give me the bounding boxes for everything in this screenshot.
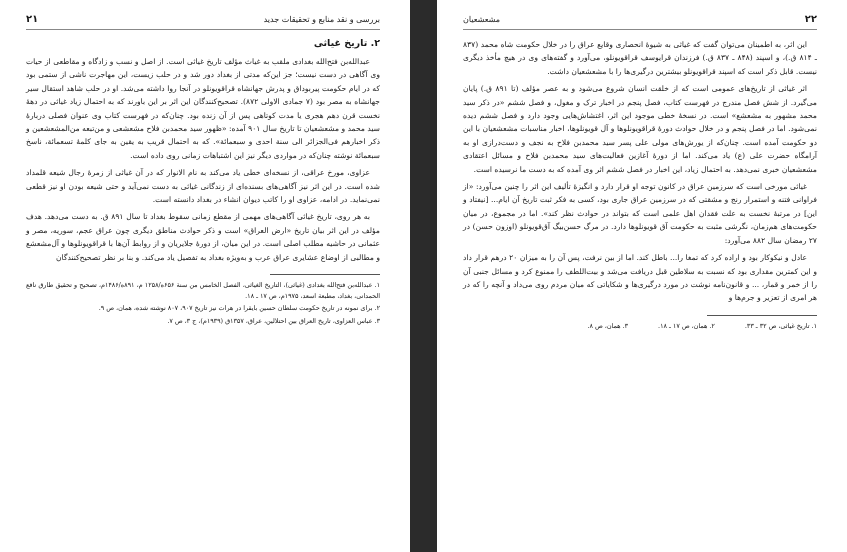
footnote: ۳. عباس العزاوی، تاریخ العراق بین احتلالین، عراق، ۱۳۵۷ق (۱۹۳۹م)، ج ۳، ص ۷.	[167, 316, 380, 325]
book-gutter	[410, 0, 437, 552]
footnote: ۲. برای نمونه در تاریخ حکومت سلطان حسین بایقرا در هرات نیز تاریخ ۹۰۷، ۸۰۷ نوشته شده، همان، ص ۹.	[98, 304, 380, 313]
block-quote: عادل و نیکوکار بود و اراده کرد که تمغا را... باطل کند. اما از بین نرفت، پس آن را به میزان ۲۰ درهم قرار داد و این کمترین مقداری بود که نسبت به سلاطین قبل دریافت می‌شد و بیت‌اللطف را ممنوع کرد و مسائل جنبی آن را از خمر و قمار، ... و قانون‌نامه نوشت در مورد درگیری‌ها و شکایاتی که میان مردم روی می‌داد و آنچه را که در هر امری از تعزیر و جرم‌ها و	[463, 253, 817, 303]
footnote-rule	[270, 274, 380, 275]
body-paragraph: عزاوی، مورخ عراقی، از نسخه‌ای خطی یاد می‌کند به نام الانوار که در آن غیاثی از زمرهٔ رجال شیعه قلمداد شده است. در این اثر نیز آگاهی‌های بسنده‌ای از زندگانی غیاثی به دست نمی‌آید و حتی شیعه بودن او نیز قطعی نمی‌نماید. در ادامه، عزاوی او را کاتب دیوان انشاء در بغداد دانسته است.	[26, 168, 380, 205]
footnote-rule	[707, 315, 817, 316]
running-title: مشعشعیان	[463, 15, 501, 24]
body-paragraph: اثر غیاثی از تاریخ‌های عمومی است که از خلقت انسان شروع می‌شود و به عصر مؤلف (تا ۸۹۱ ق.) پایان می‌گیرد. از شش فصل مندرج در فهرست کتاب، فصل پنجم در اخبار ترک و مغول، و فصل ششم «در ذکر سید محمد مشهور به مشعشع» است. در نسخهٔ خطی موجود این اثر، اغتشاش‌هایی وجود دارد و فصل ششم دیده نمی‌شود. اما در فصل پنجم و در خلال حوادث دورهٔ قراقویونلوها و آل قویونلوها، اخبار مناسبات مشعشعیان با این دو حکومت آمده است. چنان‌که از یورش‌های مولی علی پسر سید محمدبن فلاح به نجف و دست‌درازی او به آرامگاه حضرت علی (ع) یاد می‌کند. اما از دورهٔ آغازین فعالیت‌های سید محمدبن فلاح و مسائل اعتقادی مشعشعیان خبری نمی‌دهد. به احتمال زیاد، این اخبار در فصل ششم اثر وی آمده که به دست ما نرسیده است.	[463, 84, 817, 174]
footnote: ۱. عبدالله‌بن فتح‌الله بغدادی (غیاثی)، التاریخ الغیاثی، الفصل الخامس من سنة ۶۵۶ه/۱۲۵۸ م، ۸۹۱ه/۱۴۸۶م، تصحیح و تحقیق طارق نافع الحمدانی، بغداد، مطبعة اسعد، ۱۹۷۵م، ص ۱۷ ـ ۱۸.	[26, 281, 380, 300]
body-paragraph: غیاثی مورخی است که سرزمین عراق در کانون توجه او قرار دارد و انگیزهٔ تألیف این اثر را چنین می‌آورد: «از فراوانی فتنه و استمرار رنج و مشقتی که در سرزمین عراق جاری بود، کسی به فکر ثبت تاریخ آن ایام... [نیفتاد و این] در مرتبهٔ نخست به علت فقدان اهل علمی است که بتواند در حوادث نظر کند». اما در مجموع، در میان حکومت‌های هم‌زمان، نگرشی مثبت به حکومت آق قویونلوها دارد. در مرگ حسن‌بیگ آق‌قویونلو (اوزون حسن) در ۲۷ رمضان سال ۸۸۲ می‌آورد:	[463, 182, 817, 245]
footnote: ۳. همان، ص ۸.	[587, 321, 629, 330]
body-paragraph: به هر روی، تاریخ غیاثی آگاهی‌های مهمی از مقطع زمانی سقوط بغداد تا سال ۸۹۱ ق. به دست می‌دهد. هدف مؤلف در این اثر بیان تاریخ «ارض العراق» است و ذکر حوادث مناطق دیگری چون عراق عجم، سوریه، مصر و عثمانی در حاشیه مطلب اصلی است. در این میان، از دورهٔ جلایریان و از روابط آن‌ها با قراقویونلوها و آل‌مشعشع و مطالبی از اوضاع عشایری عراق عرب و به‌ویژه بغداد به تفصیل یاد می‌کند. و بنا بر نظر تصحیح‌کنندگان	[26, 212, 380, 262]
footnote: ۲. همان، ص ۱۷ ـ ۱۸.	[658, 321, 715, 330]
right-page	[437, 0, 847, 552]
footnote-row	[463, 321, 817, 331]
body-paragraph: عبدالله‌بن فتح‌الله بغدادی ملقب به غیاث مؤلف تاریخ غیاثی است. از اصل و نسب و زادگاه و مقاطعی از حیات وی آگاهی در دست نیست؛ جز این‌که مدتی از بغداد دور شد و در حلب زیست، این مهاجرت ناشی از ستمی بود که در ایام حکومت پیربوداق و پدرش جهانشاه قراقویونلو در آنجا روا داشته می‌شد. او در حلب شاهد استقال سیر جهانشاه به مصر بود (۷ جمادی الاولی ۸۷۲). تصحیح‌کنندگان این اثر بر این باورند که به احتمال زیاد غیاثی در دههٔ نخست قرن دهم هجری یا مدت کوتاهی پس از آن زنده بود. چنان‌که در فهرست کتاب وی عنوان فصلی دربارهٔ سید محمد و مشعشعیان تا تاریخ سال ۹۰۱ آمده: «ظهور سید محمدبن فلاح مشعشعی و من‌تبعه من‌المشعشعین و ذکر اخبارهم فی‌الجزائر الی سنة احدی و سبعمائة». که به احتمال قریب به یقین به جای کلمهٔ تسعمائة، ناسخ سبعمائة نوشته چنان‌که در مواردی دیگر نیز این اشتباهات زمانی روی داده است.	[26, 57, 381, 160]
left-page	[0, 0, 410, 552]
body-paragraph: این اثر، به اطمینان می‌توان گفت که غیاثی به شیوهٔ انحصاری وقایع عراق را در خلال حکومت شاه محمد (۸۳۷ ـ ۸۱۴ ق.)، و اسپند (۸۴۸ ـ ۸۳۷ ق.) فرزندان قرایوسف قراقویونلو، می‌آورد و گفته‌های وی در هیچ مأخذ دیگری نیست. قابل ذکر است که اسپند قراقویونلو بیشترین درگیری‌ها را با مشعشعیان داشت.	[463, 40, 818, 76]
page-number: ۲۱	[26, 14, 39, 25]
running-title: بررسی و نقد منابع و تحقیقات جدید	[263, 15, 380, 24]
footnote: ۱. تاریخ غیاثی، ص ۳۲ ـ ۳۳.	[744, 321, 817, 330]
section-title: ۲. تاریخ غیاثی	[313, 38, 380, 49]
page-number: ۲۲	[804, 14, 817, 25]
running-head	[26, 14, 380, 30]
running-head	[463, 14, 817, 30]
